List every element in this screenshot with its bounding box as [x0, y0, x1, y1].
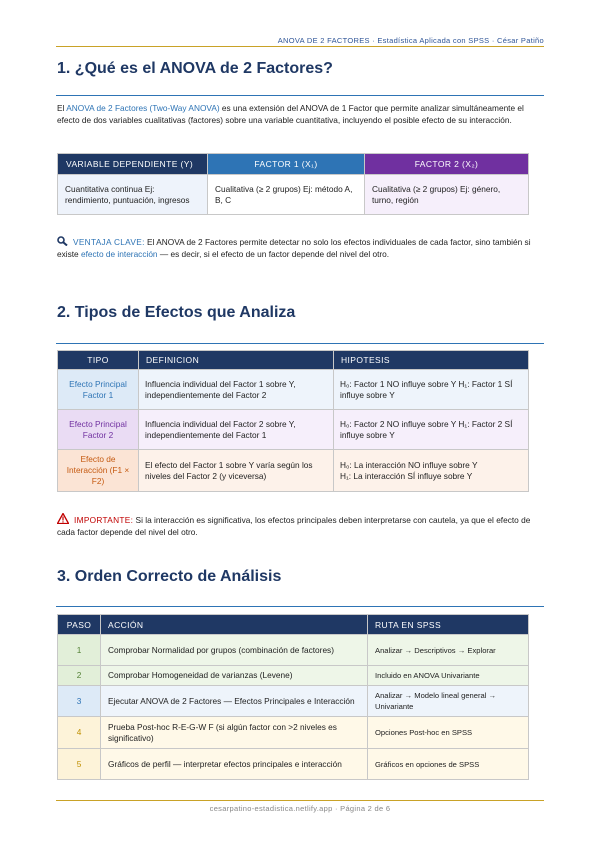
step-route: Gráficos en opciones de SPSS: [368, 749, 529, 780]
step-action: Comprobar Normalidad por grupos (combinación de factores): [101, 635, 368, 666]
key-advantage-label: VENTAJA CLAVE:: [73, 237, 145, 247]
warning-icon: [57, 513, 69, 524]
step-number: 2: [58, 666, 101, 686]
effect-hypothesis: [334, 450, 529, 492]
section-3-title: 3. Orden Correcto de Análisis: [57, 568, 282, 585]
step-route: Analizar → Descriptivos → Explorar: [368, 635, 529, 666]
running-header: ANOVA DE 2 FACTORES · Estadística Aplicada con SPSS · César Patiño: [277, 36, 544, 45]
steps-header-row: [58, 615, 529, 635]
cell-factor-1: Cualitativa (≥ 2 grupos) Ej: método A, B, C: [208, 175, 365, 215]
step-number: 5: [58, 749, 101, 780]
section-3-rule: [56, 606, 544, 607]
step-row: [58, 635, 529, 666]
variables-table: [57, 153, 529, 215]
header-step: PASO: [58, 615, 101, 635]
header-factor-2: FACTOR 2 (X₂): [365, 154, 529, 175]
section-1-title: 1. ¿Qué es el ANOVA de 2 Factores?: [57, 60, 333, 77]
variables-header-row: [58, 154, 529, 175]
intro-pre: El: [57, 103, 67, 113]
intro-post: es una extensión del ANOVA de 1 Factor que permite analizar simultáneamente el efecto de dos variables cualitativas (factores) sobre una variable cuantitativa, incluyendo el posible efecto de su interacción.: [57, 103, 524, 125]
effect-definition: Influencia individual del Factor 1 sobre Y, independientemente del Factor 2: [139, 370, 334, 410]
step-row: [58, 666, 529, 686]
effect-row: [58, 410, 529, 450]
header-spss-route: RUTA EN SPSS: [368, 615, 529, 635]
effect-type: Efecto Principal Factor 2: [58, 410, 139, 450]
cell-factor-2: Cualitativa (≥ 2 grupos) Ej: género, turno, región: [365, 175, 529, 215]
steps-table: [57, 614, 529, 780]
header-hypothesis: HIPOTESIS: [334, 351, 529, 370]
key-advantage-text-pre: El ANOVA de 2 Factores permite detectar no solo los efectos individuales de cada factor, sino también si existe: [57, 237, 531, 259]
step-action: Prueba Post-hoc R-E-G-W F (si algún factor con >2 niveles es significativo): [101, 717, 368, 749]
step-number: 1: [58, 635, 101, 666]
effect-row: [58, 370, 529, 410]
hypothesis-null: H₀: La interacción NO influye sobre Y: [340, 459, 478, 470]
important-callout: [57, 513, 542, 538]
key-advantage-callout: [57, 236, 542, 260]
intro-paragraph: [57, 102, 542, 126]
step-route: Opciones Post-hoc en SPSS: [368, 717, 529, 749]
step-route: Analizar → Modelo lineal general → Univariante: [368, 686, 529, 717]
step-row: [58, 749, 529, 780]
step-number: 3: [58, 686, 101, 717]
header-definition: DEFINICION: [139, 351, 334, 370]
step-action: Comprobar Homogeneidad de varianzas (Levene): [101, 666, 368, 686]
cell-dependent-variable: Cuantitativa continua Ej: rendimiento, puntuación, ingresos: [58, 175, 208, 215]
step-action: Gráficos de perfil — interpretar efectos principales e interacción: [101, 749, 368, 780]
effects-header-row: [58, 351, 529, 370]
effect-hypothesis: H₀: Factor 1 NO influye sobre Y H₁: Factor 1 SÍ influye sobre Y: [334, 370, 529, 410]
magnifier-icon: [57, 236, 68, 246]
header-factor-1: FACTOR 1 (X₁): [208, 154, 365, 175]
key-advantage-highlight: efecto de interacción: [80, 249, 158, 259]
step-action: Ejecutar ANOVA de 2 Factores — Efectos Principales e Interacción: [101, 686, 368, 717]
effects-table: [57, 350, 529, 492]
step-number: 4: [58, 717, 101, 749]
header-action: ACCIÓN: [101, 615, 368, 635]
important-label: IMPORTANTE:: [74, 515, 134, 525]
step-row: [58, 717, 529, 749]
effect-definition: Influencia individual del Factor 2 sobre Y, independientemente del Factor 1: [139, 410, 334, 450]
header-type: TIPO: [58, 351, 139, 370]
section-2-title: 2. Tipos de Efectos que Analiza: [57, 304, 296, 321]
key-advantage-text-post: — es decir, si el efecto de un factor depende del nivel del otro.: [157, 249, 390, 259]
hypothesis-alt: H₁: La interacción SÍ influye sobre Y: [340, 470, 473, 481]
effect-type: Efecto Principal Factor 1: [58, 370, 139, 410]
variables-row: [58, 175, 529, 215]
effect-type: Efecto de Interacción (F1 × F2): [58, 450, 139, 492]
step-row: [58, 686, 529, 717]
effect-definition: El efecto del Factor 1 sobre Y varía según los niveles del Factor 2 (y viceversa): [139, 450, 334, 492]
header-rule: [56, 46, 544, 47]
important-text: Si la interacción es significativa, los efectos principales deben interpretarse con cautela, ya que el efecto de cada factor depende del nivel del otro.: [57, 515, 531, 537]
section-2-rule: [56, 343, 544, 344]
header-dependent-variable: VARIABLE DEPENDIENTE (Y): [58, 154, 208, 175]
section-1-rule: [56, 95, 544, 96]
footer-rule: [56, 800, 544, 801]
step-route: Incluido en ANOVA Univariante: [368, 666, 529, 686]
effect-hypothesis: H₀: Factor 2 NO influye sobre Y H₁: Factor 2 SÍ influye sobre Y: [334, 410, 529, 450]
effect-row: [58, 450, 529, 492]
intro-highlight: ANOVA de 2 Factores (Two-Way ANOVA): [66, 103, 220, 113]
page-footer: cesarpatino-estadistica.netlify.app · Página 2 de 6: [209, 804, 391, 813]
